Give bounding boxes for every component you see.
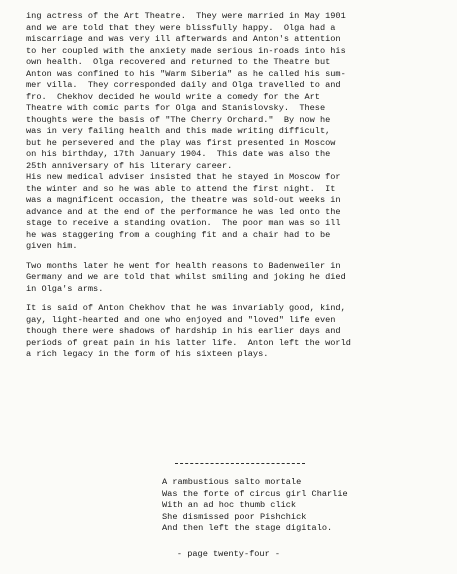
text-line: gay, light-hearted and one who enjoyed and "loved" life even — [26, 314, 336, 325]
text-line: was in very failing health and this made writing difficult, — [26, 126, 331, 136]
text-line: mer villa. They corresponded daily and Olga travelled to and — [26, 80, 341, 90]
text-line: Anton was confined to his "Warm Siberia" as he called his sum- — [26, 68, 346, 79]
text-line: Germany and we are told that whilst smiling and joking he died — [26, 272, 346, 282]
text-line: he was staggering from a coughing fit and a chair had to be — [26, 229, 331, 240]
text-line: was a magnificent occasion, the theatre was sold-out weeks in — [26, 195, 341, 205]
dashed-divider — [175, 463, 305, 464]
poem-line: Was the forte of circus girl Charlie — [162, 488, 348, 499]
text-line: advance and at the end of the performance he was led onto the — [26, 206, 341, 217]
paragraph-first-night — [26, 172, 438, 253]
text-line: Two months later he went for health reasons to Badenweiler in — [26, 260, 341, 271]
text-line: ing actress of the Art Theatre. They were married in May 1901 — [26, 11, 346, 21]
text-line: given him. — [26, 241, 78, 251]
poem-line: With an ad hoc thumb click — [162, 500, 297, 510]
text-line: stage to receive a standing ovation. The poor man was so ill — [26, 218, 341, 228]
paragraph-marriage-and-cherry-orchard — [26, 11, 438, 172]
text-line: Theatre with comic parts for Olga and Stanislovsky. These — [26, 103, 326, 113]
text-line: though there were shadows of hardship in his earlier days and — [26, 326, 341, 336]
paragraph-death — [26, 261, 438, 296]
poem-line: She dismissed poor Pishchick — [162, 511, 307, 522]
text-line: to her coupled with the anxiety made serious in-roads into his — [26, 45, 346, 56]
paragraph-gap — [26, 253, 438, 261]
limerick — [162, 477, 422, 535]
paragraph-gap — [26, 295, 438, 303]
text-line: periods of great pain in his latter life. Anton left the world — [26, 337, 351, 348]
text-line: own health. Olga recovered and returned to the Theatre but — [26, 57, 331, 67]
text-line: in Olga's arms. — [26, 283, 104, 294]
body-text — [26, 11, 438, 361]
text-line: a rich legacy in the form of his sixteen plays. — [26, 349, 269, 359]
text-line: but he persevered and the play was first presented in Moscow — [26, 137, 336, 148]
text-line: 25th anniversary of his literary career. — [26, 160, 233, 171]
page-number: - page twenty-four - — [176, 549, 281, 559]
text-line: miscarriage and was very ill afterwards and Anton's attention — [26, 34, 341, 44]
text-line: His new medical adviser insisted that he stayed in Moscow for — [26, 172, 341, 182]
text-line: on his birthday, 17th January 1904. This date was also the — [26, 149, 331, 159]
poem-line: A rambustious salto mortale — [162, 477, 302, 487]
text-line: It is said of Anton Chekhov that he was invariably good, kind, — [26, 303, 346, 313]
text-line: and we are told that they were blissfully happy. Olga had a — [26, 22, 336, 33]
text-line: thoughts were the basis of "The Cherry Orchard." By now he — [26, 114, 331, 125]
poem-line: And then left the stage digitalo. — [162, 523, 333, 533]
paragraph-legacy — [26, 303, 438, 361]
text-line: fro. Chekhov decided he would write a comedy for the Art — [26, 91, 320, 102]
text-line: the winter and so he was able to attend the first night. It — [26, 183, 336, 194]
